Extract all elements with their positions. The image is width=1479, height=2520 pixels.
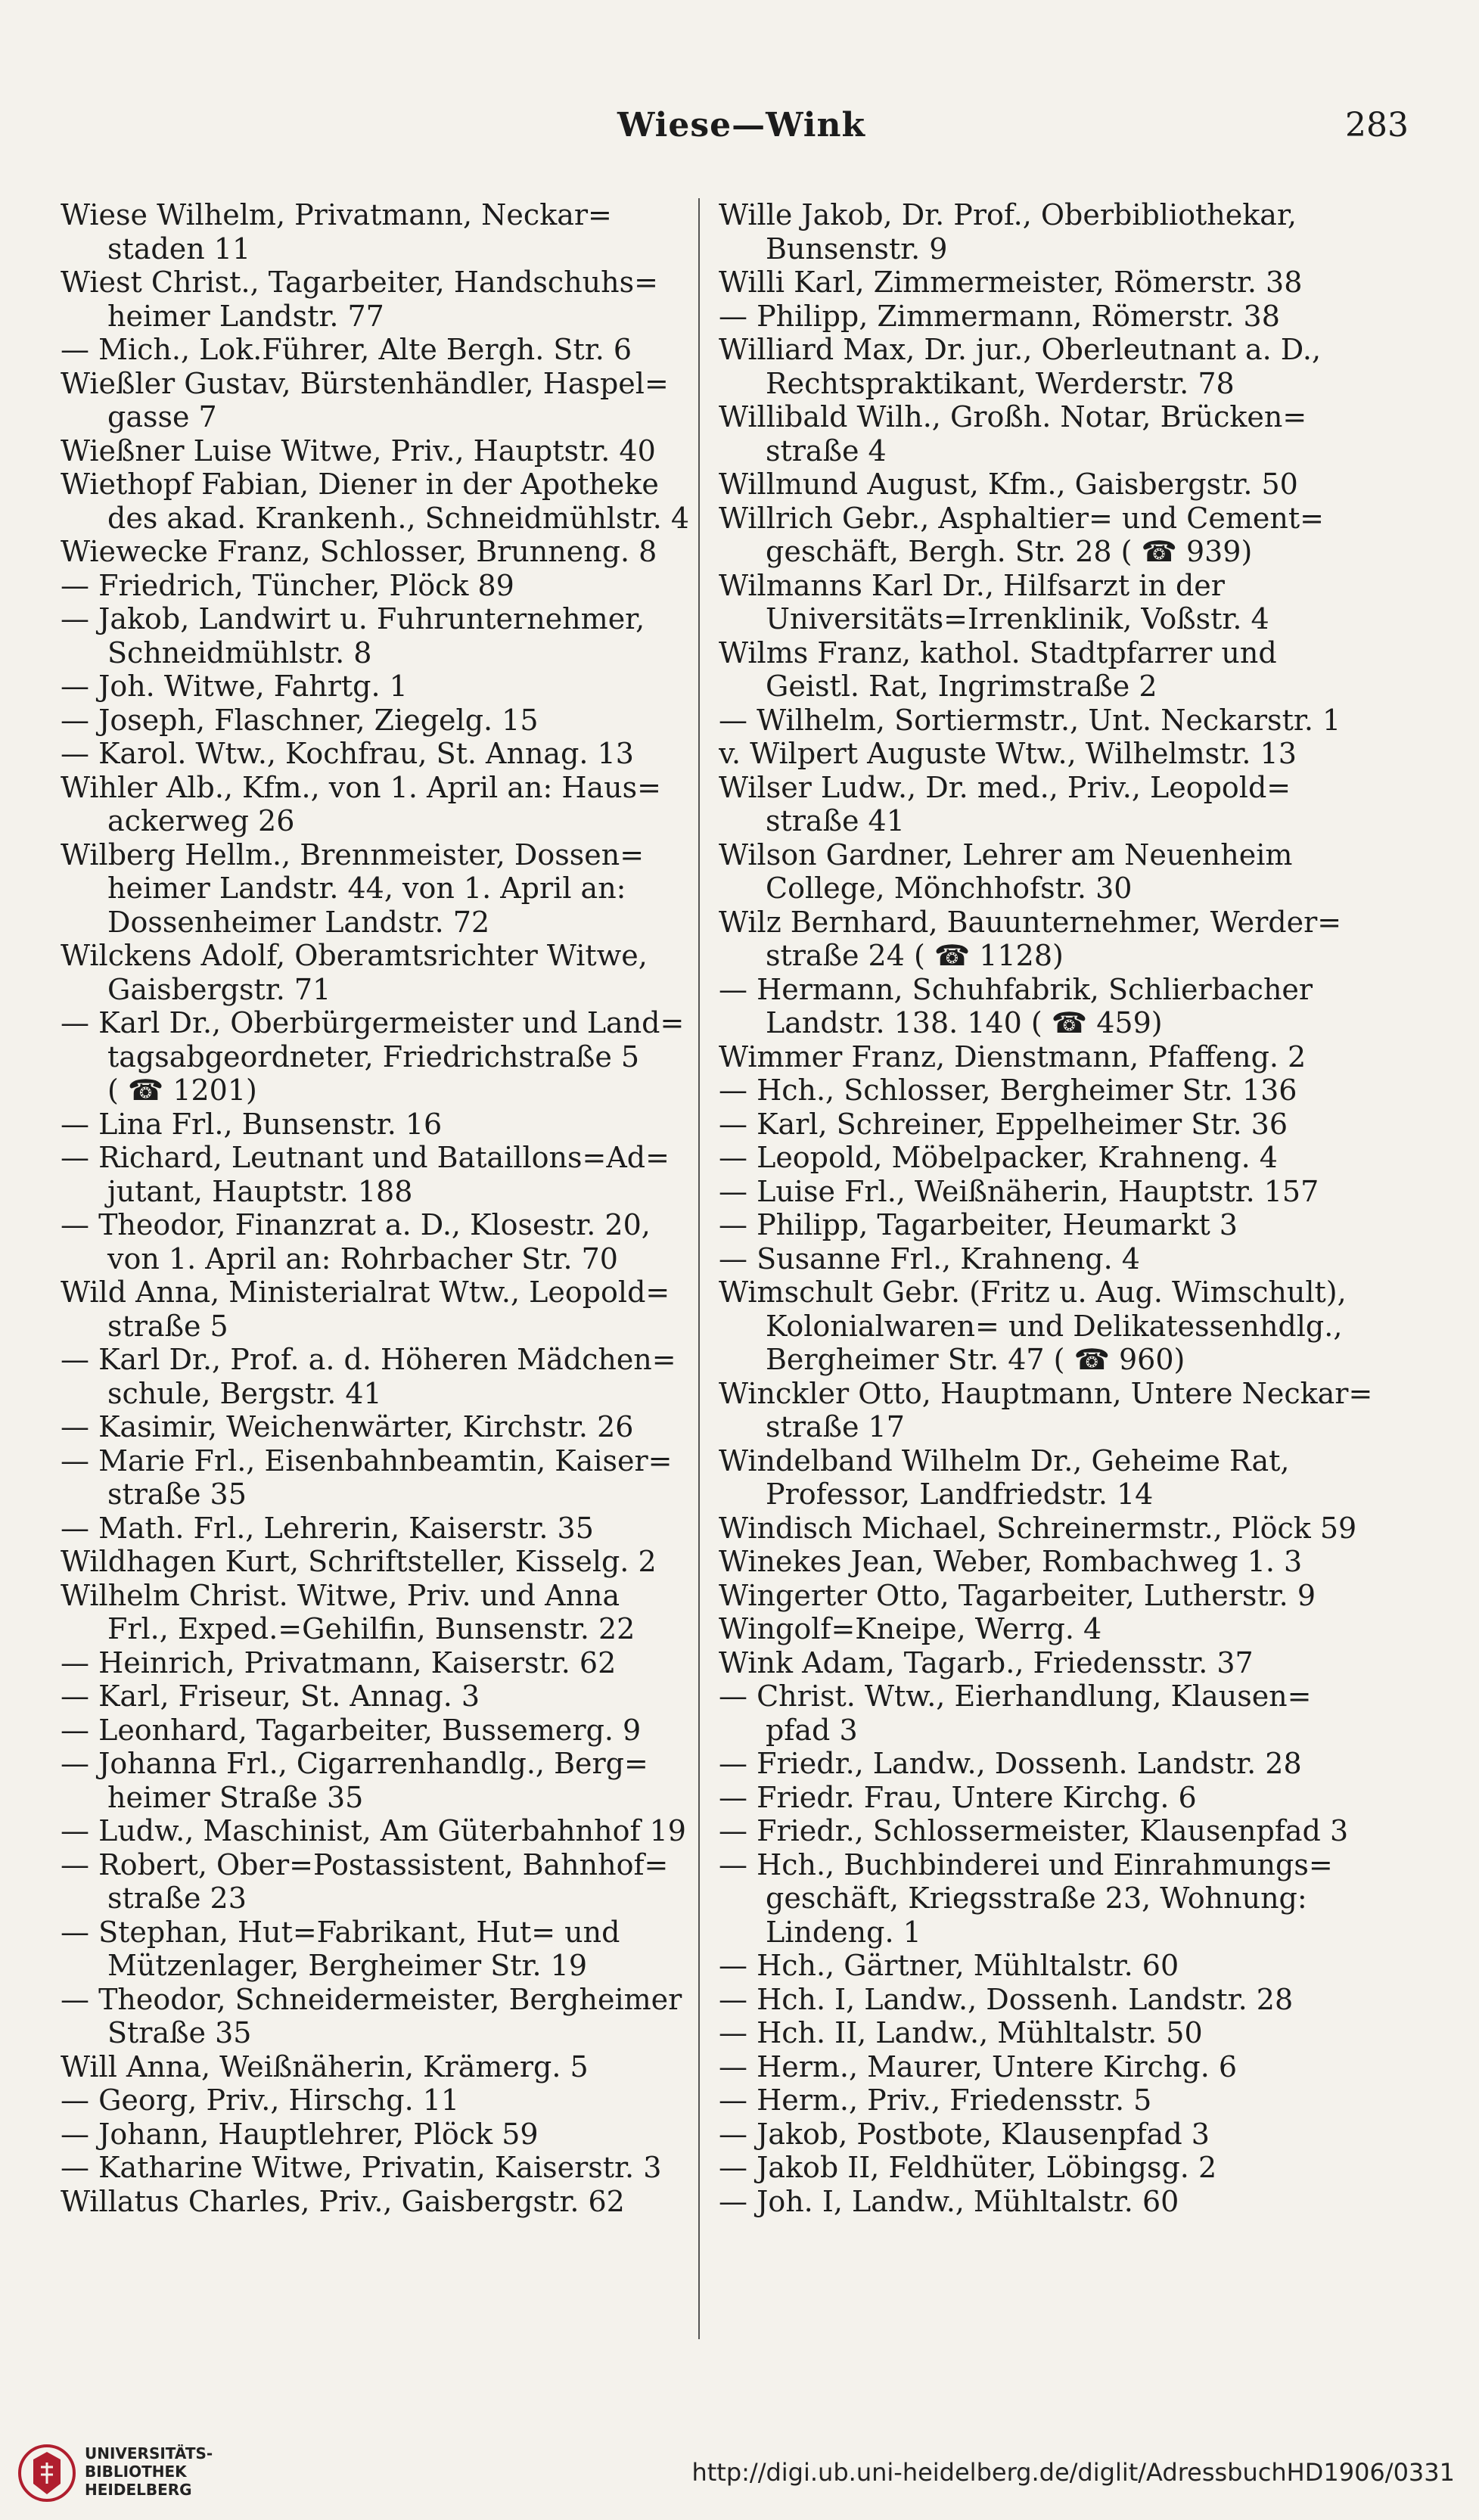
directory-entry: — Philipp, Zimmermann, Römerstr. 38: [719, 299, 1280, 333]
entry-continuation-line: Landstr. 138. 140 ( ☎ 459): [766, 1006, 1163, 1039]
directory-entry: — Jakob, Landwirt u. Fuhrunternehmer,: [61, 602, 645, 635]
directory-entry: — Ludw., Maschinist, Am Güterbahnhof 19: [61, 1814, 686, 1847]
directory-entry: Windisch Michael, Schreinermstr., Plöck 59: [719, 1511, 1357, 1545]
entry-continuation-line: Gaisbergstr. 71: [107, 972, 331, 1006]
directory-entry: Wiese Wilhelm, Privatmann, Neckar=: [61, 198, 612, 231]
directory-entry: Wingolf=Kneipe, Werrg. 4: [719, 1612, 1102, 1645]
directory-entry: — Theodor, Finanzrat a. D., Klosestr. 20,: [61, 1208, 651, 1241]
directory-entry: Wießner Luise Witwe, Priv., Hauptstr. 40: [61, 433, 656, 468]
directory-entry: — Hch., Buchbinderei und Einrahmungs=: [719, 1847, 1333, 1881]
directory-entry: Wiewecke Franz, Schlosser, Brunneng. 8: [61, 535, 657, 568]
directory-entry: — Luise Frl., Weißnäherin, Hauptstr. 157: [719, 1174, 1319, 1208]
directory-entry: — Herm., Priv., Friedensstr. 5: [719, 2083, 1152, 2117]
directory-entry: — Hch., Schlosser, Bergheimer Str. 136: [719, 1074, 1297, 1107]
directory-entry: Wilz Bernhard, Bauunternehmer, Werder=: [719, 905, 1342, 939]
entry-continuation-line: Lindeng. 1: [766, 1915, 921, 1949]
directory-entry: Wille Jakob, Dr. Prof., Oberbibliothekar,: [719, 198, 1297, 231]
entry-continuation-line: von 1. April an: Rohrbacher Str. 70: [107, 1241, 618, 1276]
directory-entry: — Joseph, Flaschner, Ziegelg. 15: [61, 703, 539, 737]
entry-continuation-line: heimer Landstr. 77: [107, 299, 384, 333]
entry-continuation-line: staden 11: [107, 231, 251, 266]
directory-entry: — Karl, Schreiner, Eppelheimer Str. 36: [719, 1107, 1288, 1141]
directory-entry: — Kasimir, Weichenwärter, Kirchstr. 26: [61, 1410, 634, 1443]
logo-line: BIBLIOTHEK: [85, 2463, 187, 2481]
directory-entry: Wilhelm Christ. Witwe, Priv. und Anna: [61, 1578, 620, 1612]
directory-entry: Wihler Alb., Kfm., von 1. April an: Haus=: [61, 770, 661, 804]
directory-entry: — Friedr., Schlossermeister, Klausenpfad 3: [719, 1814, 1349, 1847]
page-title: Wiese—Wink: [617, 106, 865, 144]
entry-continuation-line: tagsabgeordneter, Friedrichstraße 5: [107, 1039, 640, 1074]
directory-entry: Wink Adam, Tagarb., Friedensstr. 37: [719, 1645, 1254, 1679]
directory-entry: — Math. Frl., Lehrerin, Kaiserstr. 35: [61, 1511, 594, 1545]
directory-entry: — Herm., Maurer, Untere Kirchg. 6: [719, 2049, 1238, 2083]
directory-entry: — Christ. Wtw., Eierhandlung, Klausen=: [719, 1679, 1312, 1713]
university-seal-icon: [17, 2437, 77, 2509]
entry-continuation-line: straße 24 ( ☎ 1128): [766, 939, 1064, 972]
directory-entry: — Karl Dr., Oberbürgermeister und Land=: [61, 1006, 685, 1039]
directory-entry: Wimmer Franz, Dienstmann, Pfaffeng. 2: [719, 1039, 1307, 1074]
entry-continuation-line: ( ☎ 1201): [107, 1074, 257, 1107]
entry-continuation-line: straße 4: [766, 433, 887, 468]
directory-entry: — Johann, Hauptlehrer, Plöck 59: [61, 2117, 539, 2151]
directory-entry: — Hch. II, Landw., Mühltalstr. 50: [719, 2016, 1203, 2049]
directory-entry: Wilson Gardner, Lehrer am Neuenheim: [719, 837, 1293, 872]
page-number: 283: [1345, 106, 1409, 144]
directory-entry: Windelband Wilhelm Dr., Geheime Rat,: [719, 1443, 1290, 1478]
entry-continuation-line: Bergheimer Str. 47 ( ☎ 960): [766, 1343, 1185, 1376]
directory-entry: Wimschult Gebr. (Fritz u. Aug. Wimschult),: [719, 1276, 1347, 1309]
entry-continuation-line: Frl., Exped.=Gehilfin, Bunsenstr. 22: [107, 1612, 635, 1645]
library-logo-text: [85, 2444, 213, 2499]
directory-entry: Wießler Gustav, Bürstenhändler, Haspel=: [61, 366, 669, 400]
directory-entry: — Richard, Leutnant und Bataillons=Ad=: [61, 1141, 670, 1174]
directory-entry: Wild Anna, Ministerialrat Wtw., Leopold=: [61, 1276, 670, 1309]
entry-continuation-line: des akad. Krankenh., Schneidmühlstr. 4: [107, 501, 690, 535]
directory-entry: Wilms Franz, kathol. Stadtpfarrer und: [719, 635, 1277, 670]
directory-entry: Wiest Christ., Tagarbeiter, Handschuhs=: [61, 266, 658, 299]
entry-continuation-line: schule, Bergstr. 41: [107, 1376, 382, 1410]
directory-entry: — Marie Frl., Eisenbahnbeamtin, Kaiser=: [61, 1443, 673, 1478]
directory-entry: Wilmanns Karl Dr., Hilfsarzt in der: [719, 568, 1225, 602]
directory-entry: — Joh. I, Landw., Mühltalstr. 60: [719, 2184, 1179, 2218]
directory-entry: Wilser Ludw., Dr. med., Priv., Leopold=: [719, 770, 1291, 804]
entry-continuation-line: straße 41: [766, 804, 905, 837]
source-url-link[interactable]: http://digi.ub.uni-heidelberg.de/diglit/AdressbuchHD1906/0331: [691, 2458, 1455, 2487]
directory-entry: — Leopold, Möbelpacker, Krahneng. 4: [719, 1141, 1278, 1174]
directory-entry: Wilberg Hellm., Brennmeister, Dossen=: [61, 837, 645, 872]
logo-line: UNIVERSITÄTS-: [85, 2444, 213, 2463]
page-header: [61, 106, 1422, 166]
column-divider: [698, 198, 700, 2339]
directory-entry: — Jakob, Postbote, Klausenpfad 3: [719, 2117, 1210, 2151]
directory-entry: — Susanne Frl., Krahneng. 4: [719, 1241, 1140, 1276]
logo-line: HEIDELBERG: [85, 2481, 192, 2499]
directory-entry: Willatus Charles, Priv., Gaisbergstr. 62: [61, 2184, 625, 2218]
directory-entry: — Johanna Frl., Cigarrenhandlg., Berg=: [61, 1747, 648, 1780]
directory-entry: — Karl Dr., Prof. a. d. Höheren Mädchen=: [61, 1343, 676, 1376]
directory-entry: — Robert, Ober=Postassistent, Bahnhof=: [61, 1847, 669, 1881]
directory-entry: v. Wilpert Auguste Wtw., Wilhelmstr. 13: [719, 737, 1297, 770]
directory-entry: — Lina Frl., Bunsenstr. 16: [61, 1107, 443, 1141]
entry-continuation-line: Bunsenstr. 9: [766, 231, 948, 266]
entry-continuation-line: Mützenlager, Bergheimer Str. 19: [107, 1949, 587, 1982]
entry-continuation-line: pfad 3: [766, 1713, 858, 1747]
entry-continuation-line: jutant, Hauptstr. 188: [107, 1174, 413, 1208]
directory-entry: Willi Karl, Zimmermeister, Römerstr. 38: [719, 266, 1303, 299]
directory-entry: — Friedr., Landw., Dossenh. Landstr. 28: [719, 1747, 1302, 1780]
entry-continuation-line: Dossenheimer Landstr. 72: [107, 905, 490, 939]
entry-continuation-line: College, Mönchhofstr. 30: [766, 872, 1133, 905]
entry-continuation-line: Professor, Landfriedstr. 14: [766, 1478, 1154, 1511]
entry-continuation-line: heimer Straße 35: [107, 1780, 364, 1814]
directory-entry: Willmund August, Kfm., Gaisbergstr. 50: [719, 468, 1298, 501]
entry-continuation-line: straße 23: [107, 1881, 247, 1915]
directory-entry: — Friedrich, Tüncher, Plöck 89: [61, 568, 514, 602]
directory-entry: Wilckens Adolf, Oberamtsrichter Witwe,: [61, 939, 648, 972]
directory-entry: — Joh. Witwe, Fahrtg. 1: [61, 670, 408, 703]
entry-continuation-line: geschäft, Kriegsstraße 23, Wohnung:: [766, 1881, 1307, 1915]
directory-entry: — Katharine Witwe, Privatin, Kaiserstr. 3: [61, 2151, 662, 2184]
directory-entry: — Georg, Priv., Hirschg. 11: [61, 2083, 460, 2117]
directory-entry: — Friedr. Frau, Untere Kirchg. 6: [719, 1780, 1197, 1814]
directory-entry: Winekes Jean, Weber, Rombachweg 1. 3: [719, 1545, 1303, 1578]
entry-continuation-line: Schneidmühlstr. 8: [107, 635, 372, 670]
entry-continuation-line: Universitäts=Irrenklinik, Voßstr. 4: [766, 602, 1269, 635]
directory-entry: — Hch., Gärtner, Mühltalstr. 60: [719, 1949, 1179, 1982]
directory-entry: Will Anna, Weißnäherin, Krämerg. 5: [61, 2049, 589, 2083]
entry-continuation-line: straße 17: [766, 1410, 905, 1443]
entry-continuation-line: ackerweg 26: [107, 804, 295, 837]
entry-continuation-line: Straße 35: [107, 2016, 252, 2049]
entry-continuation-line: Geistl. Rat, Ingrimstraße 2: [766, 670, 1157, 703]
directory-entry: — Mich., Lok.Führer, Alte Bergh. Str. 6: [61, 333, 632, 366]
directory-entry: — Karol. Wtw., Kochfrau, St. Annag. 13: [61, 737, 634, 770]
directory-entry: — Heinrich, Privatmann, Kaiserstr. 62: [61, 1645, 617, 1679]
directory-entry: — Leonhard, Tagarbeiter, Bussemerg. 9: [61, 1713, 642, 1747]
directory-entry: — Jakob II, Feldhüter, Löbingsg. 2: [719, 2151, 1217, 2184]
footer: [0, 2432, 1479, 2520]
directory-entry: Wiethopf Fabian, Diener in der Apotheke: [61, 468, 659, 501]
left-column: [61, 198, 726, 2218]
directory-entry: — Philipp, Tagarbeiter, Heumarkt 3: [719, 1208, 1238, 1241]
directory-entry: — Hermann, Schuhfabrik, Schlierbacher: [719, 972, 1313, 1006]
directory-entry: — Karl, Friseur, St. Annag. 3: [61, 1679, 480, 1713]
entry-continuation-line: geschäft, Bergh. Str. 28 ( ☎ 939): [766, 535, 1253, 568]
entry-continuation-line: straße 35: [107, 1478, 247, 1511]
directory-entry: — Stephan, Hut=Fabrikant, Hut= und: [61, 1915, 620, 1949]
entry-continuation-line: straße 5: [107, 1309, 228, 1343]
directory-entry: — Wilhelm, Sortiermstr., Unt. Neckarstr. 1: [719, 703, 1341, 737]
right-column: [719, 198, 1384, 2218]
directory-entry: Wildhagen Kurt, Schriftsteller, Kisselg. 2: [61, 1545, 657, 1578]
directory-entry: Williard Max, Dr. jur., Oberleutnant a. D.,: [719, 333, 1322, 366]
directory-entry: Willibald Wilh., Großh. Notar, Brücken=: [719, 400, 1307, 433]
directory-entry: Wingerter Otto, Tagarbeiter, Lutherstr. 9: [719, 1578, 1316, 1612]
directory-entry: — Theodor, Schneidermeister, Bergheimer: [61, 1982, 682, 2016]
directory-entry: Winckler Otto, Hauptmann, Untere Neckar=: [719, 1376, 1373, 1410]
entry-continuation-line: Kolonialwaren= und Delikatessenhdlg.,: [766, 1309, 1343, 1343]
directory-entry: — Hch. I, Landw., Dossenh. Landstr. 28: [719, 1982, 1294, 2016]
entry-continuation-line: Rechtspraktikant, Werderstr. 78: [766, 366, 1235, 400]
entry-continuation-line: heimer Landstr. 44, von 1. April an:: [107, 872, 626, 905]
directory-entry: Willrich Gebr., Asphaltier= und Cement=: [719, 501, 1324, 535]
entry-continuation-line: gasse 7: [107, 400, 217, 433]
